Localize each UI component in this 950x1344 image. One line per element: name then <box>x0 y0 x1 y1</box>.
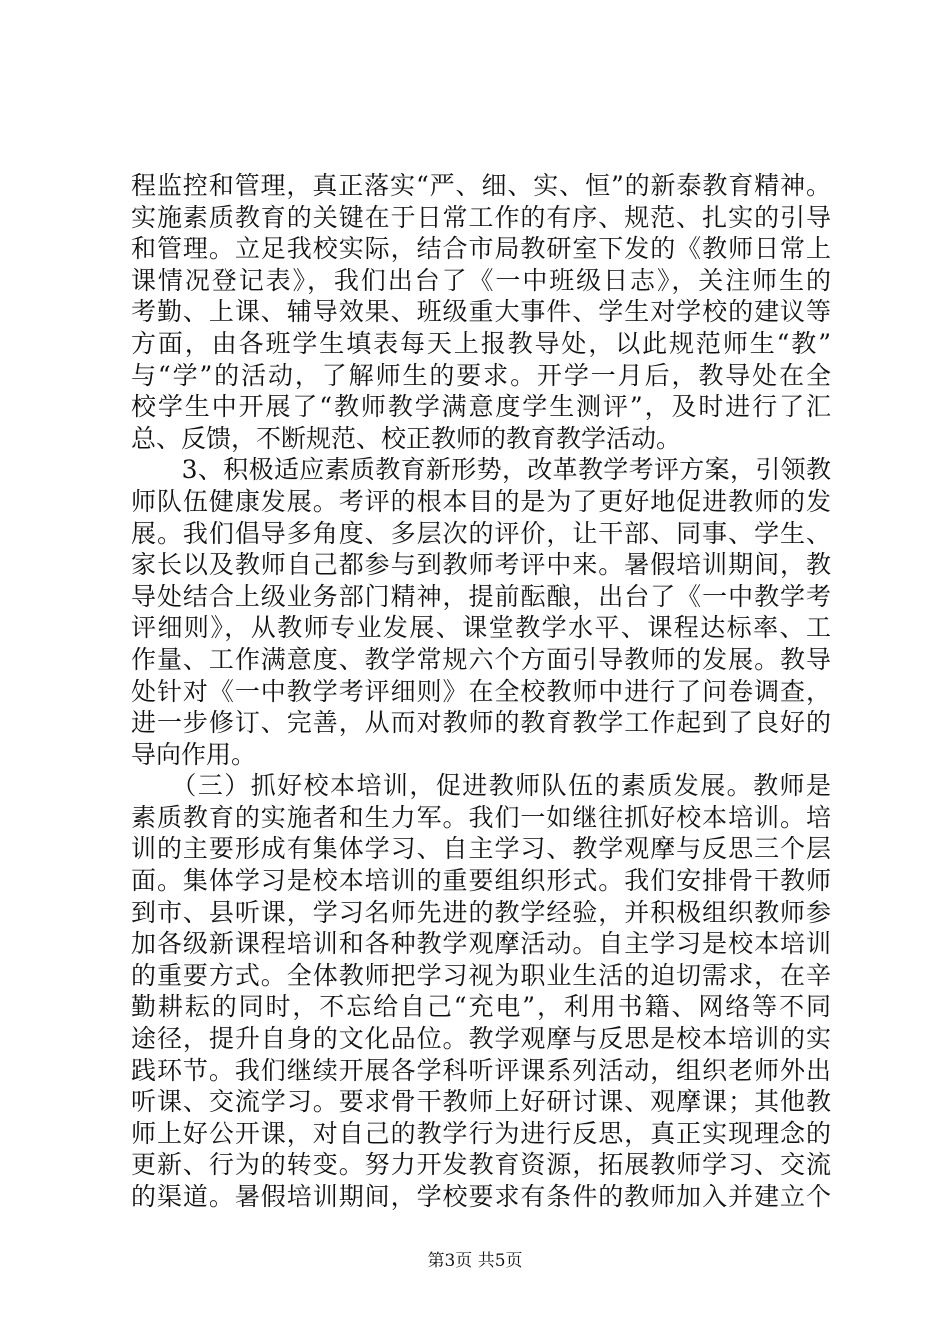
text-line: 途径，提升自身的文化品位。教学观摩与反思是校本培训的实 <box>131 1024 831 1054</box>
text-line: 导向作用。 <box>131 739 257 769</box>
text-line: 方面，由各班学生填表每天上报教导处，以此规范师生“教” <box>131 328 831 358</box>
text-line: 考勤、上课、辅导效果、班级重大事件、学生对学校的建议等 <box>131 297 831 327</box>
text-line: 展。我们倡导多角度、多层次的评价，让干部、同事、学生、 <box>131 518 831 548</box>
text-line: 勤耕耘的同时，不忘给自己“充电”，利用书籍、网络等不同 <box>131 992 831 1022</box>
text-line: 到市、县听课，学习名师先进的教学经验，并积极组织教师参 <box>131 897 831 927</box>
text-line: 3、积极适应素质教育新形势，改革教学考评方案，引领教 <box>131 455 831 485</box>
text-line: 处针对《一中教学考评细则》在全校教师中进行了问卷调查， <box>131 676 831 706</box>
page-footer <box>0 1250 950 1272</box>
text-line: 践环节。我们继续开展各学科听评课系列活动，组织老师外出 <box>131 1055 831 1085</box>
text-line: 进一步修订、完善，从而对教师的教育教学工作起到了良好的 <box>131 708 831 738</box>
text-line: 和管理。立足我校实际，结合市局教研室下发的《教师日常上 <box>131 234 831 264</box>
text-line: 校学生中开展了“教师教学满意度学生测评”，及时进行了汇 <box>131 392 831 422</box>
text-line: 的渠道。暑假培训期间，学校要求有条件的教师加入并建立个 <box>131 1182 831 1211</box>
text-line: （三）抓好校本培训，促进教师队伍的素质发展。教师是 <box>131 771 831 801</box>
page-number: 第3页 共5页 <box>427 1251 523 1271</box>
text-line: 听课、交流学习。要求骨干教师上好研讨课、观摩课；其他教 <box>131 1087 831 1117</box>
text-line: 训的主要形成有集体学习、自主学习、教学观摩与反思三个层 <box>131 834 831 864</box>
text-line: 与“学”的活动，了解师生的要求。开学一月后，教导处在全 <box>131 360 831 390</box>
text-line: 的重要方式。全体教师把学习视为职业生活的迫切需求，在辛 <box>131 960 831 990</box>
text-line: 总、反馈，不断规范、校正教师的教育教学活动。 <box>131 423 682 453</box>
text-line: 评细则》，从教师专业发展、课堂教学水平、课程达标率、工 <box>131 613 831 643</box>
text-line: 加各级新课程培训和各种教学观摩活动。自主学习是校本培训 <box>131 929 831 959</box>
text-line: 面。集体学习是校本培训的重要组织形式。我们安排骨干教师 <box>131 866 831 896</box>
text-line: 更新、行为的转变。努力开发教育资源，拓展教师学习、交流 <box>131 1150 831 1180</box>
text-line: 导处结合上级业务部门精神，提前酝酿，出台了《一中教学考 <box>131 581 831 611</box>
text-line: 师队伍健康发展。考评的根本目的是为了更好地促进教师的发 <box>131 486 831 516</box>
text-line: 师上好公开课，对自己的教学行为进行反思，真正实现理念的 <box>131 1118 831 1148</box>
text-line: 素质教育的实施者和生力军。我们一如继往抓好校本培训。培 <box>131 802 831 832</box>
text-line: 作量、工作满意度、教学常规六个方面引导教师的发展。教导 <box>131 644 831 674</box>
document-body <box>131 170 831 1213</box>
text-line: 课情况登记表》，我们出台了《一中班级日志》，关注师生的 <box>131 265 831 295</box>
text-line: 程监控和管理，真正落实“严、细、实、恒”的新泰教育精神。 <box>131 171 831 200</box>
text-line: 实施素质教育的关键在于日常工作的有序、规范、扎实的引导 <box>131 202 831 232</box>
text-line: 家长以及教师自己都参与到教师考评中来。暑假培训期间，教 <box>131 550 831 580</box>
